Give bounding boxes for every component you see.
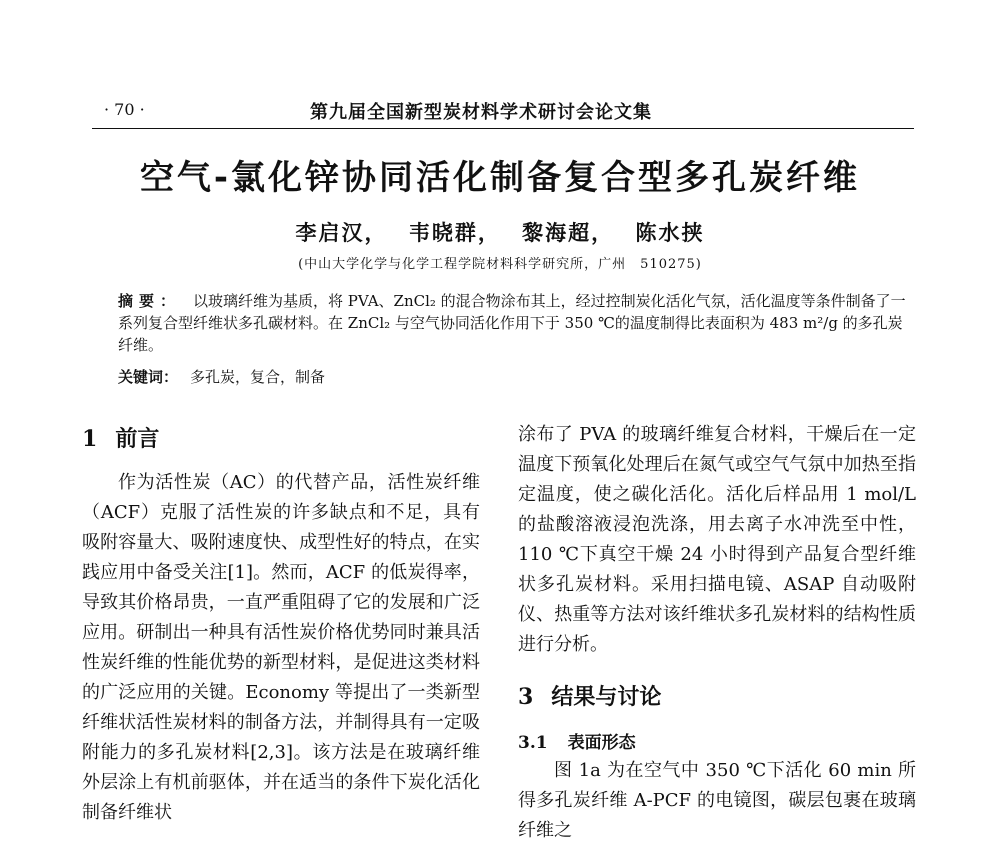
section-number: 3: [518, 684, 534, 710]
body-paragraph: 图 1a 为在空气中 350 ℃下活化 60 min 所得多孔炭纤维 A-PCF 的电镜图，碳层包裹在玻璃纤维之: [518, 760, 916, 841]
keywords-label: 关键词：: [118, 368, 179, 386]
subsection-number: 3.1: [518, 733, 548, 753]
page-number: · 70 ·: [104, 100, 145, 119]
right-column: [518, 420, 916, 846]
abstract-text: 以玻璃纤维为基质，将 PVA、ZnCl₂ 的混合物涂布其上，经过控制炭化活化气氛，活化温度等条件制备了一系列复合型纤维状多孔碳材料。在 ZnCl₂ 与空气协同活化作用下于 350 ℃的温度制得比表面积为 483 m²/g 的多孔炭纤维。: [118, 292, 906, 354]
body-paragraph: 作为活性炭（AC）的代替产品，活性炭纤维（ACF）克服了活性炭的许多缺点和不足，具有吸附容量大、吸附速度快、成型性好的特点，在实践应用中备受关注[1]。然而，ACF 的低炭得率，导致其价格昂贵，一直严重阻碍了它的发展和广泛应用。研制出一种具有活性炭价格优势同时兼具活性炭纤维的性能优势的新型材料，是促进这类材料的广泛应用的关键。Economy 等提出了一类新型纤维状活性炭材料的制备方法，并制得具有一定吸附能力的多孔炭材料[2,3]。该方法是在玻璃纤维外层涂上有机前驱体，并在适当的条件下炭化活化制备纤维状: [82, 472, 480, 823]
header-rule: [92, 128, 914, 129]
body-paragraph: 涂布了 PVA 的玻璃纤维复合材料，干燥后在一定温度下预氧化处理后在氮气或空气气氛中加热至指定温度，使之碳化活化。活化后样品用 1 mol/L 的盐酸溶液浸泡洗涤，用去离子水冲洗至中性，110 ℃下真空干燥 24 小时得到产品复合型纤维状多孔炭材料。采用扫描电镜、ASAP 自动吸附仪、热重等方法对该纤维状多孔炭材料的结构性质进行分析。: [518, 424, 916, 655]
author-name: 李启汉，: [295, 220, 388, 245]
section-title: 结果与讨论: [551, 684, 662, 710]
abstract: [118, 290, 908, 356]
left-column: [82, 420, 480, 828]
section-heading: [518, 678, 916, 726]
section-heading: [82, 420, 480, 468]
subsection-heading: [518, 726, 916, 756]
author-name: 陈水挟: [635, 220, 705, 245]
abstract-label: 摘要：: [118, 292, 182, 310]
section-number: 1: [82, 426, 98, 452]
authors: [0, 217, 1000, 247]
subsection-title: 表面形态: [567, 733, 636, 753]
section-title: 前言: [115, 426, 160, 452]
running-title: 第九届全国新型炭材料学术研讨会论文集: [310, 102, 652, 123]
author-name: 黎海超，: [522, 220, 615, 245]
author-name: 韦晓群，: [408, 220, 501, 245]
paper-title: 空气-氯化锌协同活化制备复合型多孔炭纤维: [139, 158, 861, 198]
keywords: [118, 366, 325, 387]
keywords-text: 多孔炭，复合，制备: [190, 368, 326, 386]
affiliation: (中山大学化学与化学工程学院材料科学研究所，广州 510275): [298, 257, 702, 272]
